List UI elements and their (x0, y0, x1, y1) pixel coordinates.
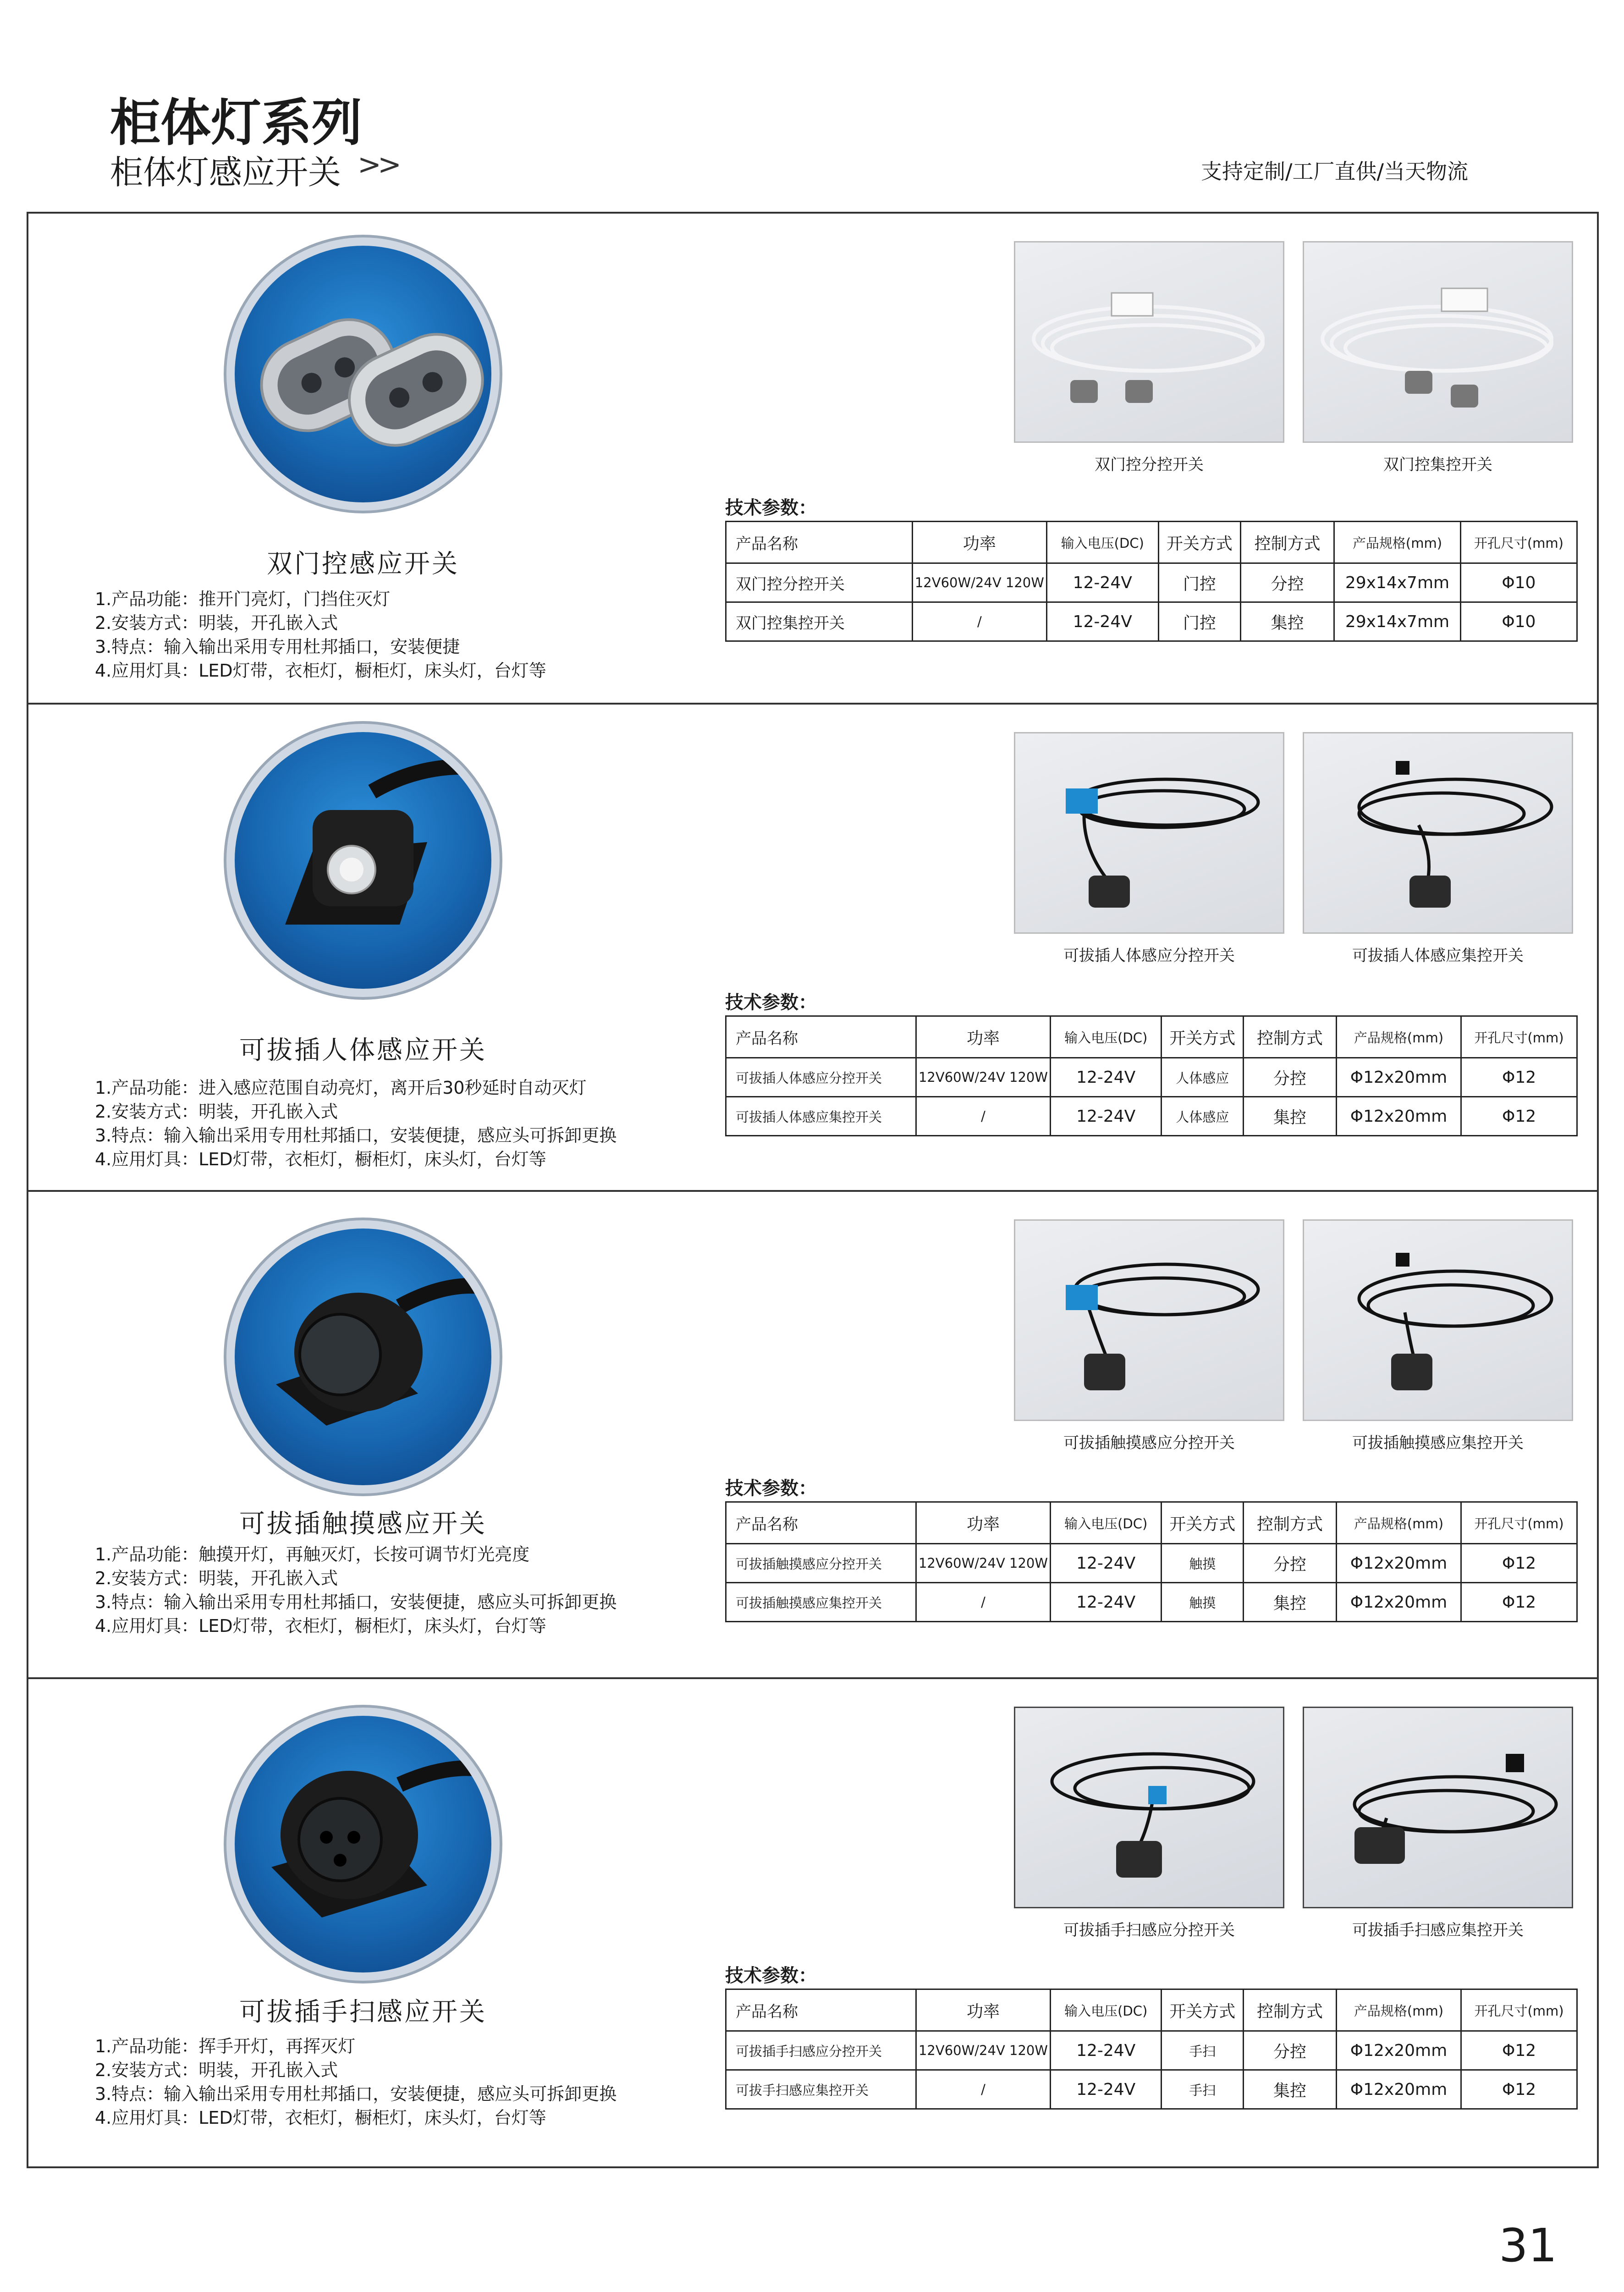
table-cell: Φ12 (1461, 1097, 1577, 1136)
product-name: 可拔插人体感应开关 (239, 1036, 487, 1065)
table-row (726, 1058, 1577, 1097)
feature-item: 4.应用灯具：LED灯带，衣柜灯，橱柜灯，床头灯，台灯等 (95, 1149, 546, 1169)
feature-item: 2.安装方式：明装，开孔嵌入式 (95, 1102, 338, 1122)
table-row (726, 2031, 1577, 2070)
page-number: 31 (1499, 2219, 1558, 2272)
feature-item: 4.应用灯具：LED灯带，衣柜灯，橱柜灯，床头灯，台灯等 (95, 2108, 546, 2128)
table-cell: 可拔手扫感应集控开关 (726, 2070, 916, 2109)
table-cell: 29x14x7mm (1334, 602, 1461, 641)
feature-item: 1.产品功能：挥手开灯，再挥灭灯 (95, 2036, 356, 2056)
table-cell: 触摸 (1162, 1544, 1244, 1583)
product-name: 可拔插触摸感应开关 (239, 1509, 487, 1539)
table-cell: 分控 (1244, 1058, 1337, 1097)
tech-params-label: 技术参数： (725, 992, 817, 1013)
table-row (726, 602, 1577, 641)
cable-photo-illustration (1015, 1708, 1284, 1908)
feature-list (95, 1076, 617, 1171)
column-header: 输入电压(DC) (1046, 522, 1158, 563)
table-row (726, 1097, 1577, 1136)
table-cell: 12-24V (1046, 563, 1158, 602)
column-header: 功率 (916, 1989, 1050, 2031)
feature-item: 1.产品功能：推开门亮灯，门挡住灭灯 (95, 589, 391, 609)
table-cell: 集控 (1244, 1097, 1337, 1136)
table-cell: Φ12x20mm (1336, 1544, 1461, 1583)
column-header: 开关方式 (1162, 1502, 1244, 1544)
column-header: 产品名称 (726, 1989, 916, 2031)
column-header: 产品规格(mm) (1334, 522, 1461, 563)
table-cell: 双门控集控开关 (726, 602, 913, 641)
product-photo (1014, 1219, 1284, 1421)
table-row (726, 563, 1577, 602)
table-row (726, 2070, 1577, 2109)
product-section-door-switch (27, 212, 1599, 705)
column-header: 输入电压(DC) (1051, 1016, 1162, 1058)
table-cell: 可拔插手扫感应分控开关 (726, 2031, 916, 2070)
table-header-row (726, 1989, 1577, 2031)
spec-table (725, 1501, 1578, 1622)
table-cell: 可拔插人体感应集控开关 (726, 1097, 916, 1136)
product-photo (1014, 732, 1284, 934)
door-sensor-illustration (235, 246, 491, 502)
table-row (726, 1583, 1577, 1622)
table-header-row (726, 1016, 1577, 1058)
feature-list (95, 587, 546, 683)
feature-item: 4.应用灯具：LED灯带，衣柜灯，橱柜灯，床头灯，台灯等 (95, 661, 546, 681)
column-header: 产品规格(mm) (1336, 1989, 1461, 2031)
column-header: 产品名称 (726, 1502, 916, 1544)
table-cell: 可拔插触摸感应集控开关 (726, 1583, 916, 1622)
hand-sweep-sensor-illustration (235, 1716, 491, 1972)
column-header: 控制方式 (1244, 1989, 1337, 2031)
table-cell: Φ12x20mm (1336, 2070, 1461, 2109)
feature-item: 1.产品功能：触摸开灯，再触灭灯，长按可调节灯光亮度 (95, 1544, 530, 1565)
table-cell: 12-24V (1051, 2031, 1162, 2070)
table-header-row (726, 522, 1577, 563)
product-image-circle (235, 246, 491, 502)
page-header (0, 0, 1624, 211)
column-header: 功率 (916, 1016, 1050, 1058)
product-name: 可拔插手扫感应开关 (239, 1997, 487, 2027)
table-cell: 12-24V (1051, 1583, 1162, 1622)
table-cell: Φ10 (1460, 602, 1577, 641)
table-cell: Φ12 (1461, 1058, 1577, 1097)
product-photo (1303, 241, 1573, 443)
category-subtitle: 柜体灯感应开关 (110, 153, 341, 192)
table-cell: Φ12x20mm (1336, 1097, 1461, 1136)
cable-photo-illustration (1015, 242, 1284, 443)
table-cell: 分控 (1244, 2031, 1337, 2070)
table-cell: 12V60W/24V 120W (916, 2031, 1050, 2070)
column-header: 开孔尺寸(mm) (1461, 1502, 1577, 1544)
cable-photo-illustration (1304, 1708, 1573, 1908)
tech-params-label: 技术参数： (725, 497, 817, 518)
table-cell: 12-24V (1051, 2070, 1162, 2109)
table-cell: 29x14x7mm (1334, 563, 1461, 602)
photo-caption: 双门控分控开关 (1095, 456, 1204, 474)
photo-caption: 双门控集控开关 (1383, 456, 1492, 474)
table-row (726, 1544, 1577, 1583)
column-header: 产品规格(mm) (1336, 1016, 1461, 1058)
product-image-circle (235, 1229, 491, 1485)
feature-item: 3.特点：输入输出采用专用杜邦插口，安装便捷 (95, 637, 460, 657)
product-photo (1014, 1707, 1284, 1908)
column-header: 产品规格(mm) (1336, 1502, 1461, 1544)
table-cell: Φ12x20mm (1336, 1583, 1461, 1622)
table-cell: 集控 (1244, 2070, 1337, 2109)
table-cell: 12-24V (1051, 1544, 1162, 1583)
series-title: 柜体灯系列 (110, 94, 362, 152)
tech-params-label: 技术参数： (725, 1965, 817, 1986)
cable-photo-illustration (1304, 242, 1573, 443)
column-header: 开关方式 (1162, 1989, 1244, 2031)
feature-item: 2.安装方式：明装，开孔嵌入式 (95, 613, 338, 633)
photo-caption: 可拔插手扫感应集控开关 (1352, 1921, 1524, 1939)
photo-caption: 可拔插触摸感应集控开关 (1352, 1434, 1524, 1452)
table-cell: 12V60W/24V 120W (916, 1058, 1050, 1097)
table-cell: Φ12 (1461, 2070, 1577, 2109)
column-header: 控制方式 (1244, 1502, 1337, 1544)
column-header: 开孔尺寸(mm) (1461, 1016, 1577, 1058)
table-cell: 集控 (1244, 1583, 1337, 1622)
table-cell: 手扫 (1162, 2070, 1244, 2109)
table-cell: 集控 (1241, 602, 1334, 641)
table-cell: 门控 (1158, 602, 1241, 641)
photo-caption: 可拔插手扫感应分控开关 (1063, 1921, 1235, 1939)
spec-table (725, 1989, 1578, 2110)
feature-item: 3.特点：输入输出采用专用杜邦插口，安装便捷，感应头可拆卸更换 (95, 2084, 617, 2104)
product-photo (1303, 732, 1573, 934)
feature-item: 3.特点：输入输出采用专用杜邦插口，安装便捷，感应头可拆卸更换 (95, 1125, 617, 1146)
column-header: 功率 (912, 522, 1046, 563)
table-cell: Φ12x20mm (1336, 1058, 1461, 1097)
cable-photo-illustration (1304, 733, 1573, 934)
column-header: 开关方式 (1158, 522, 1241, 563)
photo-caption: 可拔插触摸感应分控开关 (1063, 1434, 1235, 1452)
column-header: 输入电压(DC) (1051, 1989, 1162, 2031)
product-image-circle (235, 732, 491, 989)
product-image-circle (235, 1716, 491, 1972)
tech-params-label: 技术参数： (725, 1478, 817, 1499)
feature-item: 3.特点：输入输出采用专用杜邦插口，安装便捷，感应头可拆卸更换 (95, 1592, 617, 1612)
table-cell: 分控 (1244, 1544, 1337, 1583)
pir-sensor-illustration (235, 732, 491, 989)
table-cell: 12-24V (1051, 1097, 1162, 1136)
table-cell: 手扫 (1162, 2031, 1244, 2070)
table-cell: / (916, 2070, 1050, 2109)
column-header: 控制方式 (1241, 522, 1334, 563)
table-cell: Φ12x20mm (1336, 2031, 1461, 2070)
feature-list (95, 2034, 617, 2130)
table-cell: 12-24V (1046, 602, 1158, 641)
table-cell: Φ10 (1460, 563, 1577, 602)
product-photo (1014, 241, 1284, 443)
table-cell: 人体感应 (1162, 1097, 1244, 1136)
photo-caption: 可拔插人体感应分控开关 (1063, 947, 1235, 965)
product-section-pir-switch (27, 703, 1599, 1192)
column-header: 开关方式 (1162, 1016, 1244, 1058)
table-cell: 门控 (1158, 563, 1241, 602)
table-cell: 人体感应 (1162, 1058, 1244, 1097)
cable-photo-illustration (1015, 733, 1284, 934)
cable-photo-illustration (1015, 1221, 1284, 1421)
photo-caption: 可拔插人体感应集控开关 (1352, 947, 1524, 965)
feature-list (95, 1543, 617, 1638)
column-header: 产品名称 (726, 1016, 916, 1058)
table-cell: 触摸 (1162, 1583, 1244, 1622)
table-cell: 12V60W/24V 120W (912, 563, 1046, 602)
slogan: 支持定制/工厂直供/当天物流 (1201, 159, 1468, 184)
table-cell: 双门控分控开关 (726, 563, 913, 602)
product-section-hand-sweep-switch (27, 1677, 1599, 2168)
product-photo (1303, 1219, 1573, 1421)
feature-item: 2.安装方式：明装，开孔嵌入式 (95, 1568, 338, 1588)
feature-item: 2.安装方式：明装，开孔嵌入式 (95, 2060, 338, 2080)
table-cell: / (916, 1097, 1050, 1136)
spec-table (725, 1015, 1578, 1136)
table-cell: Φ12 (1461, 1544, 1577, 1583)
product-section-touch-switch (27, 1190, 1599, 1679)
table-cell: 可拔插人体感应分控开关 (726, 1058, 916, 1097)
spec-table (725, 521, 1578, 642)
table-cell: Φ12 (1461, 2031, 1577, 2070)
column-header: 产品名称 (726, 522, 913, 563)
table-cell: / (916, 1583, 1050, 1622)
product-name: 双门控感应开关 (267, 549, 459, 579)
column-header: 控制方式 (1244, 1016, 1337, 1058)
table-cell: / (912, 602, 1046, 641)
column-header: 输入电压(DC) (1051, 1502, 1162, 1544)
table-cell: 可拔插触摸感应分控开关 (726, 1544, 916, 1583)
product-photo (1303, 1707, 1573, 1908)
table-cell: 分控 (1241, 563, 1334, 602)
table-cell: Φ12 (1461, 1583, 1577, 1622)
feature-item: 1.产品功能：进入感应范围自动亮灯，离开后30秒延时自动灭灯 (95, 1078, 587, 1098)
cable-photo-illustration (1304, 1221, 1573, 1421)
column-header: 开孔尺寸(mm) (1460, 522, 1577, 563)
column-header: 功率 (916, 1502, 1050, 1544)
table-header-row (726, 1502, 1577, 1544)
table-cell: 12-24V (1051, 1058, 1162, 1097)
double-chevron-icon: >> (358, 148, 398, 181)
column-header: 开孔尺寸(mm) (1461, 1989, 1577, 2031)
touch-sensor-illustration (235, 1229, 491, 1485)
table-cell: 12V60W/24V 120W (916, 1544, 1050, 1583)
feature-item: 4.应用灯具：LED灯带，衣柜灯，橱柜灯，床头灯，台灯等 (95, 1616, 546, 1636)
